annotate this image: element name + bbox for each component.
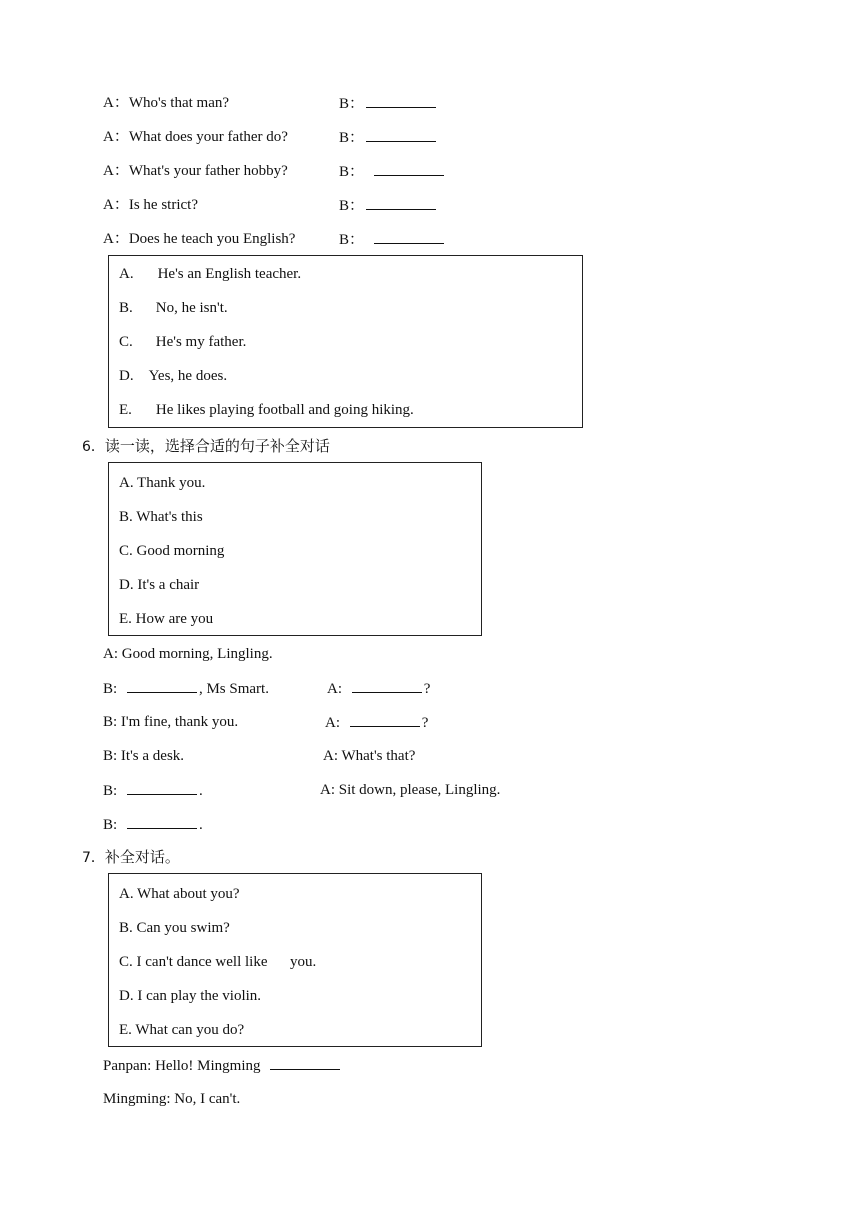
option-b: B. What's this [119,509,203,525]
answer-blank[interactable] [127,814,197,829]
dialogue-line: B: I'm fine, thank you. [103,714,239,730]
dialogue-line: Panpan: Hello! Mingming [103,1055,342,1076]
dialogue-b-4: B： [339,195,438,216]
dialogue-a-4: A：Is he strict? [103,197,198,213]
dialogue-line: B: . [103,780,203,801]
dialogue-line: A: What's that? [323,748,416,764]
option-c: C. I can't dance well like you. [119,954,317,970]
option-e: E. How are you [119,611,214,627]
dialogue-a-5: A：Does he teach you English? [103,231,296,247]
answer-blank[interactable] [366,93,436,108]
dialogue-b-1: B： [339,93,438,114]
option-a: A. He's an English teacher. [119,266,302,282]
dialogue-b-5: B： [339,229,446,250]
dialogue-line: A: ? [325,712,428,733]
answer-blank[interactable] [374,161,444,176]
dialogue-line: B: . [103,814,203,835]
dialogue-line: B: , Ms Smart. [103,678,269,699]
dialogue-a-3: A：What's your father hobby? [103,163,288,179]
dialogue-b-2: B： [339,127,438,148]
option-e: E. He likes playing football and going hiking. [119,402,414,418]
answer-blank[interactable] [127,678,197,693]
dialogue-b-3: B： [339,161,446,182]
option-a: A. Thank you. [119,475,206,491]
dialogue-line: A: ? [327,678,430,699]
dialogue-a-2: A：What does your father do? [103,129,288,145]
dialogue-a-1: A：Who's that man? [103,95,230,111]
option-b: B. Can you swim? [119,920,230,936]
dialogue-line: A: Sit down, please, Lingling. [320,782,501,798]
option-d: D. I can play the violin. [119,988,262,1004]
option-c: C. He's my father. [119,334,247,350]
dialogue-line: Mingming: No, I can't. [103,1091,241,1107]
option-c: C. Good morning [119,543,225,559]
option-b: B. No, he isn't. [119,300,228,316]
answer-blank[interactable] [350,712,420,727]
section6-heading: 6．读一读，选择合适的句子补全对话 [82,437,330,455]
section6-options-box [108,462,482,636]
answer-blank[interactable] [352,678,422,693]
answer-blank[interactable] [366,195,436,210]
section7-heading: 7．补全对话。 [82,848,180,866]
option-d: D. Yes, he does. [119,368,228,384]
answer-blank[interactable] [127,780,197,795]
answer-blank[interactable] [374,229,444,244]
option-a: A. What about you? [119,886,240,902]
section7-options-box [108,873,482,1047]
answer-blank[interactable] [270,1055,340,1070]
option-d: D. It's a chair [119,577,200,593]
dialogue-line: A: Good morning, Lingling. [103,646,273,662]
section5-options-box [108,255,583,428]
answer-blank[interactable] [366,127,436,142]
dialogue-line: B: It's a desk. [103,748,185,764]
option-e: E. What can you do? [119,1022,245,1038]
